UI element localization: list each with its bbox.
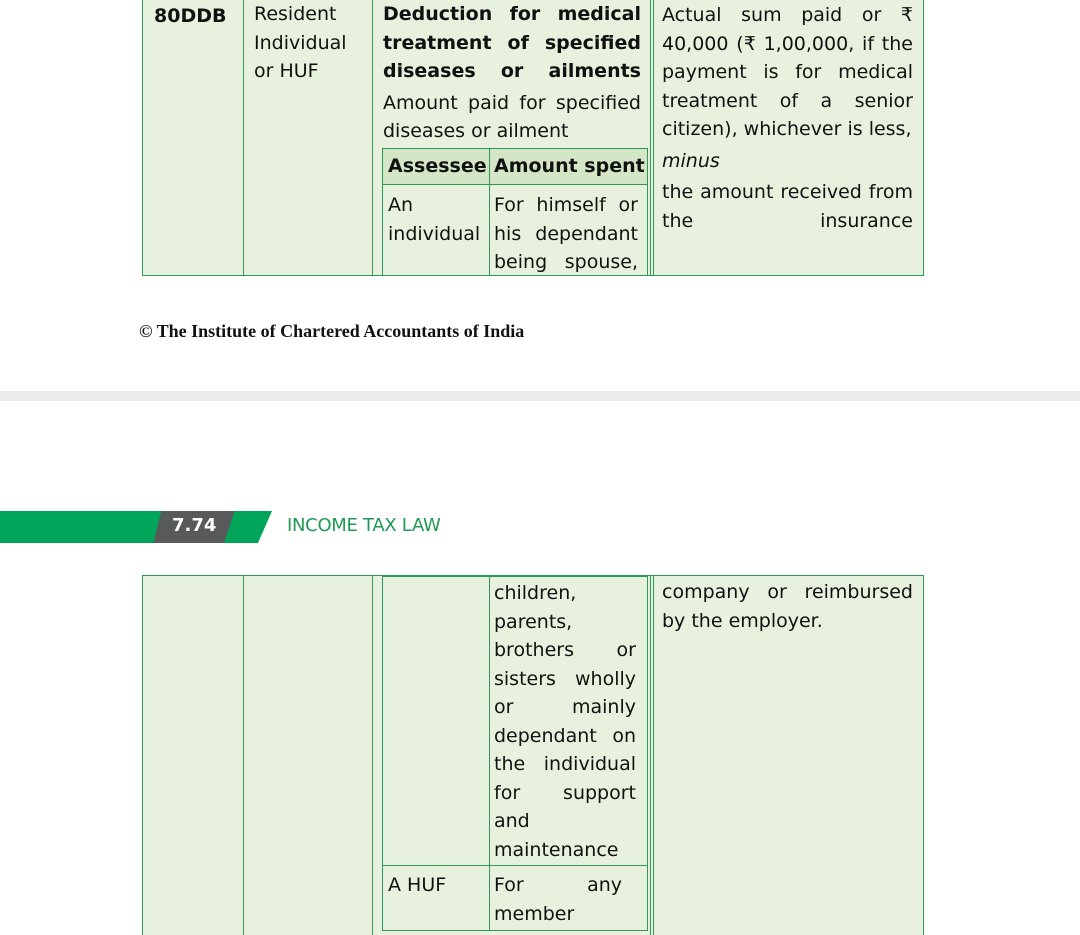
header-assessee: Assessee — [388, 155, 487, 177]
deduction-title: Deduction for medical treatment of specified diseases or ailments — [383, 3, 641, 82]
amount-spent-individual-continued: children, parents, brothers or sisters wholly or mainly dependant on the individual for support and maintenance — [494, 582, 636, 861]
column-divider — [243, 576, 244, 935]
eligible-assessee-line: Resident — [254, 3, 337, 25]
column-divider — [372, 576, 373, 935]
section-code: 80DDB — [154, 5, 227, 27]
eligible-assessee-line: Individual — [254, 31, 347, 54]
copyright-footer: © The Institute of Chartered Accountants of India — [139, 321, 525, 341]
page-separator — [0, 391, 1080, 401]
inner-column-divider — [489, 577, 490, 930]
column-divider — [653, 0, 654, 275]
column-divider — [650, 576, 651, 935]
deductions-table-row-80ddb-continued — [142, 575, 924, 935]
limit-minus: minus — [662, 149, 720, 172]
eligible-assessee — [254, 0, 369, 86]
limit-text-insurance: the amount received from the insurance — [662, 181, 913, 232]
page-2 — [0, 401, 1080, 930]
inner-row-divider — [383, 865, 647, 866]
deduction-desc: Amount paid for specified diseases or ailment — [383, 91, 641, 142]
column-divider — [243, 0, 244, 275]
inner-column-divider — [489, 149, 490, 275]
column-divider — [653, 576, 654, 935]
assessee-huf: A HUF — [388, 874, 447, 896]
deduction-description — [383, 0, 641, 146]
chapter-banner — [0, 511, 272, 543]
page-number: 7.74 — [172, 515, 217, 536]
limit-text: Actual sum paid or ₹ 40,000 (₹ 1,00,000, if the payment is for medical treatment of a senior citizen), whichever is less, — [662, 4, 913, 140]
column-divider — [372, 0, 373, 275]
header-amount-spent: Amount spent — [494, 155, 645, 177]
column-divider — [650, 0, 651, 275]
deduction-limit — [662, 1, 913, 235]
page-1 — [0, 0, 1080, 391]
amount-spent-huf: For any member — [494, 874, 622, 925]
inner-table-assessee-amount — [382, 148, 648, 276]
inner-table-continued — [382, 576, 648, 931]
deductions-table-row-80ddb — [142, 0, 924, 276]
limit-text-continued: company or reimbursed by the employer. — [662, 581, 913, 632]
eligible-assessee-line: or HUF — [254, 60, 319, 82]
amount-spent-individual: For himself or his dependant being spouse, — [494, 194, 638, 273]
chapter-title: INCOME TAX LAW — [287, 515, 441, 536]
assessee-individual: An individual — [388, 194, 481, 245]
